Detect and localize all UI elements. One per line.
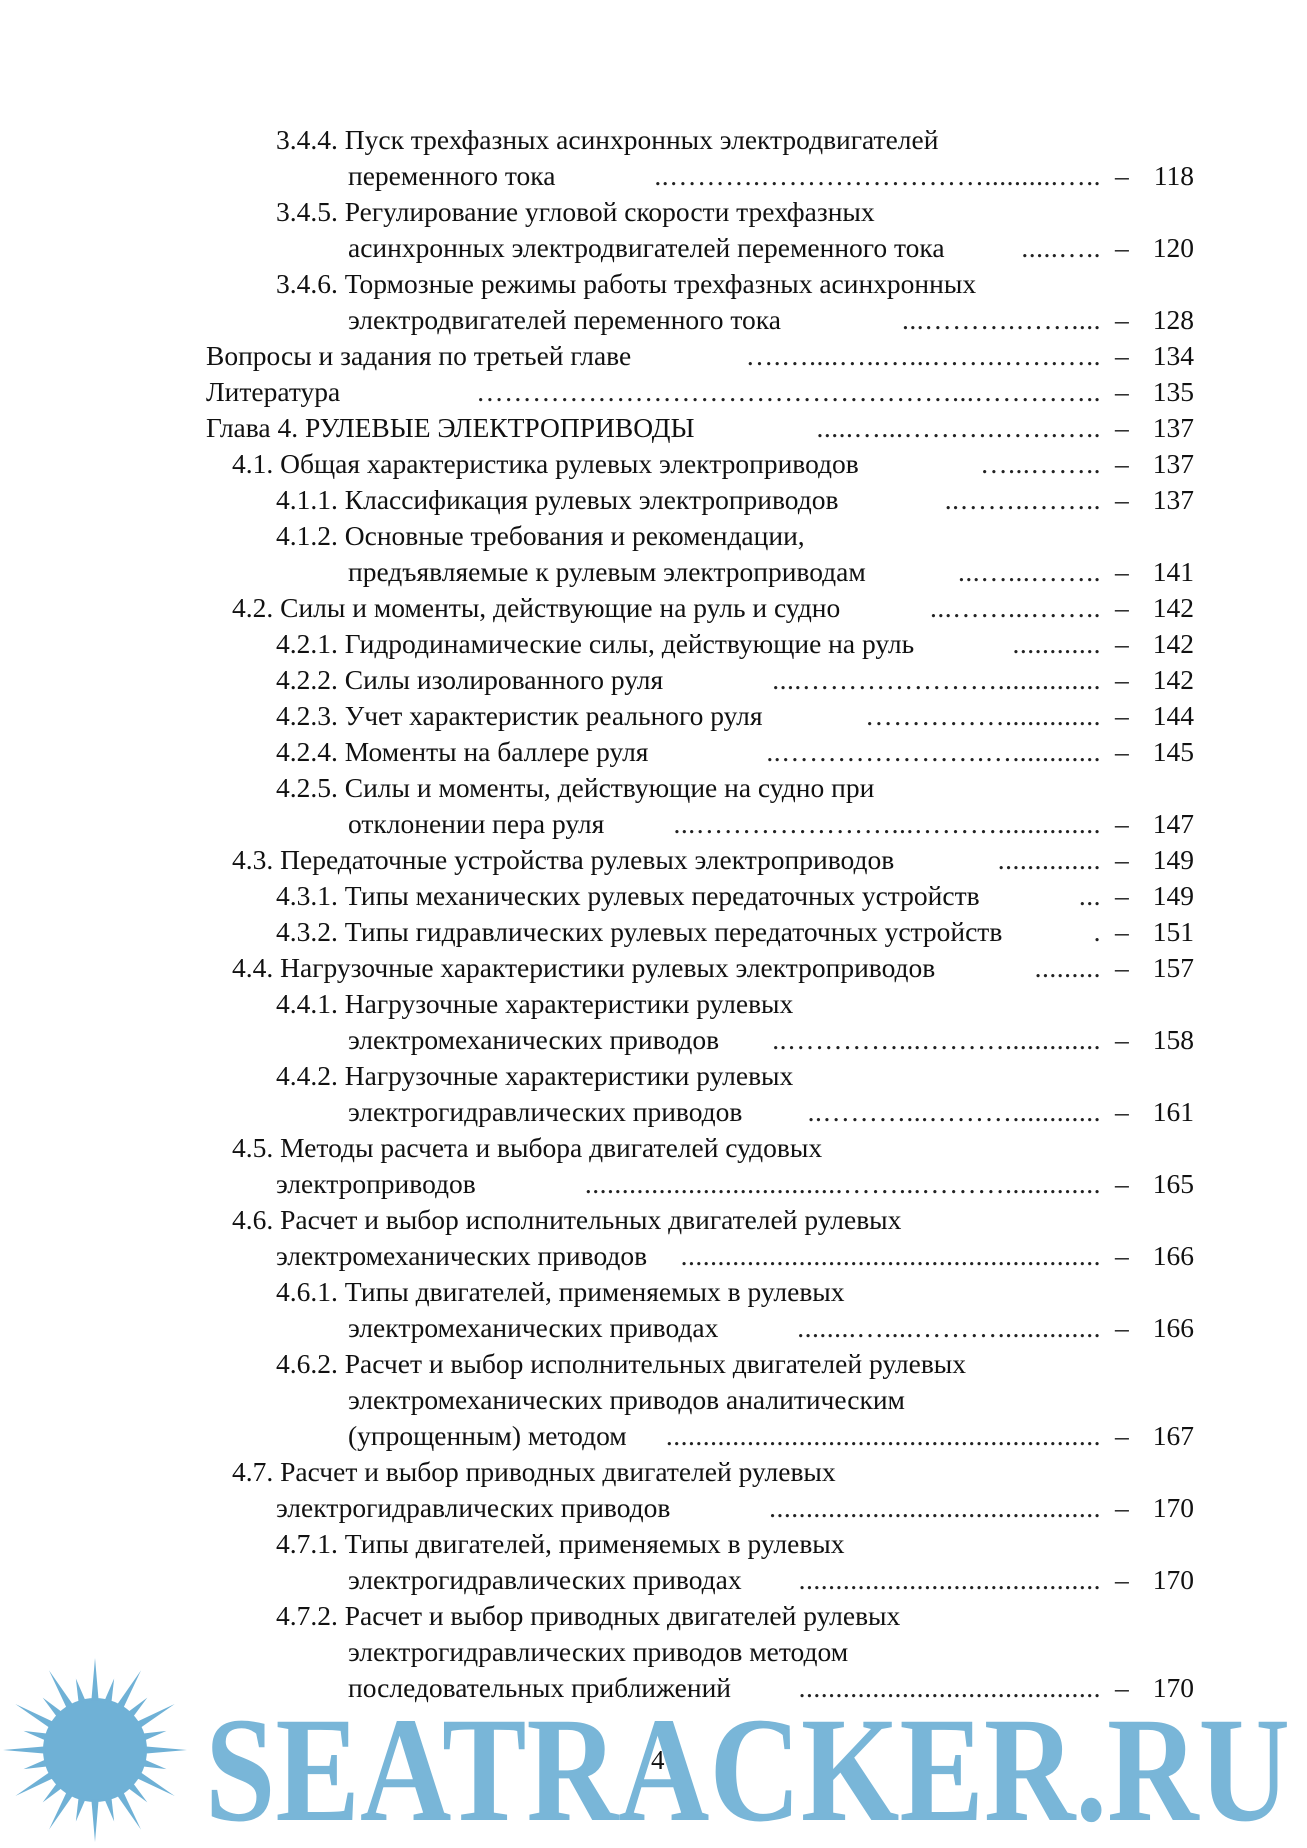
toc-entry-dash: – bbox=[1115, 376, 1129, 407]
toc-entry-title: отклонении пера руля bbox=[348, 808, 605, 839]
toc-entry bbox=[0, 1526, 1307, 1562]
toc-entry-title: 4.6. Расчет и выбор исполнительных двигателей рулевых bbox=[232, 1204, 902, 1235]
toc-entry-title: электрогидравлических приводах bbox=[348, 1564, 742, 1595]
toc-entry-leader: ......... bbox=[1034, 952, 1101, 983]
sun-ray bbox=[49, 1670, 73, 1708]
toc-entry-leader: ......................................................... bbox=[680, 1240, 1101, 1271]
toc-entry bbox=[0, 1490, 1307, 1526]
toc-entry-page: 145 bbox=[1152, 736, 1194, 767]
toc-entry-page: 142 bbox=[1152, 592, 1194, 623]
sun-ray bbox=[15, 1704, 53, 1728]
toc-entry bbox=[0, 518, 1307, 554]
toc-entry-dash: – bbox=[1115, 808, 1129, 839]
toc-entry-dash: – bbox=[1115, 1024, 1129, 1055]
toc-entry-title: 4.4. Нагрузочные характеристики рулевых электроприводов bbox=[232, 952, 936, 983]
toc-entry-dash: – bbox=[1115, 1672, 1129, 1703]
toc-entry-leader: .....…...……….…….….. bbox=[816, 412, 1101, 443]
toc-entry-page: 166 bbox=[1152, 1240, 1194, 1271]
toc-entry-dash: – bbox=[1115, 1168, 1129, 1199]
toc-entry bbox=[0, 734, 1307, 770]
toc-entry bbox=[0, 698, 1307, 734]
toc-entry-dash: – bbox=[1115, 664, 1129, 695]
toc-entry-page: 151 bbox=[1152, 916, 1194, 947]
toc-entry bbox=[0, 806, 1307, 842]
toc-entry-dash: – bbox=[1115, 628, 1129, 659]
sun-ray bbox=[136, 1772, 174, 1796]
toc-entry-dash: – bbox=[1115, 232, 1129, 263]
toc-entry-title: электрогидравлических приводов bbox=[348, 1096, 743, 1127]
toc-entry-dash: – bbox=[1115, 160, 1129, 191]
toc-entry-title: электромеханических приводов bbox=[348, 1024, 720, 1055]
toc-entry bbox=[0, 1346, 1307, 1382]
toc-entry-title: 4.2.4. Моменты на баллере руля bbox=[276, 736, 649, 767]
toc-entry-title: 4.1. Общая характеристика рулевых электроприводов bbox=[232, 448, 859, 479]
toc-entry bbox=[0, 1310, 1307, 1346]
toc-entry-title: 4.3. Передаточные устройства рулевых электроприводов bbox=[232, 844, 895, 875]
sun-ray bbox=[91, 1658, 98, 1700]
toc-entry-title: электроприводов bbox=[276, 1168, 476, 1199]
toc-entry-leader: ……………............. bbox=[865, 700, 1101, 731]
toc-entry bbox=[0, 626, 1307, 662]
toc-entry-dash: – bbox=[1115, 412, 1129, 443]
toc-entry bbox=[0, 1130, 1307, 1166]
toc-entry-leader: ........…....……….............. bbox=[797, 1312, 1101, 1343]
sun-ray bbox=[136, 1704, 174, 1728]
toc-entry-title: 4.5. Методы расчета и выбора двигателей судовых bbox=[232, 1132, 823, 1163]
toc-entry-title: 4.2.3. Учет характеристик реального руля bbox=[276, 700, 763, 731]
toc-entry-title: 4.7.1. Типы двигателей, применяемых в рулевых bbox=[276, 1528, 845, 1559]
sun-ray bbox=[128, 1698, 148, 1718]
toc-entry-page: 144 bbox=[1152, 700, 1194, 731]
toc-entry-title: 4.2.5. Силы и моменты, действующие на судно при bbox=[276, 772, 875, 803]
sun-ray bbox=[145, 1746, 187, 1753]
toc-entry bbox=[0, 1454, 1307, 1490]
toc-entry-dash: – bbox=[1115, 592, 1129, 623]
toc-entry-dash: – bbox=[1115, 916, 1129, 947]
toc-entry-title: Литература bbox=[206, 376, 341, 407]
sun-ray bbox=[91, 1800, 98, 1842]
sun-ray bbox=[142, 1731, 166, 1741]
toc-entry bbox=[0, 986, 1307, 1022]
toc-entry-leader: ........................................................... bbox=[665, 1420, 1101, 1451]
toc-entry-page: 135 bbox=[1152, 376, 1194, 407]
toc-entry-title: 3.4.6. Тормозные режимы работы трехфазных асинхронных bbox=[276, 268, 977, 299]
toc-entry-dash: – bbox=[1115, 1492, 1129, 1523]
toc-entry-title: (упрощенным) методом bbox=[348, 1420, 627, 1451]
toc-entry-dash: – bbox=[1115, 1240, 1129, 1271]
toc-entry-dash: – bbox=[1115, 1564, 1129, 1595]
toc-entry-title: Вопросы и задания по третьей главе bbox=[206, 340, 632, 371]
toc-entry bbox=[0, 302, 1307, 338]
toc-entry-title: 4.7. Расчет и выбор приводных двигателей рулевых bbox=[232, 1456, 836, 1487]
toc-entry bbox=[0, 158, 1307, 194]
sun-ray bbox=[15, 1772, 53, 1796]
toc-entry-page: 170 bbox=[1152, 1672, 1194, 1703]
toc-entry-page: 165 bbox=[1152, 1168, 1194, 1199]
sun-ray bbox=[104, 1797, 114, 1821]
toc-entry-leader: ..……….……………………..........….. bbox=[654, 160, 1101, 191]
watermark-text: SEATRACKER.RU bbox=[205, 1687, 1290, 1848]
sun-ray bbox=[76, 1679, 86, 1703]
toc-entry bbox=[0, 590, 1307, 626]
toc-entry bbox=[0, 374, 1307, 410]
toc-entry-leader: ...……….…….... bbox=[902, 304, 1101, 335]
toc-entry bbox=[0, 842, 1307, 878]
toc-entry-leader: …...…….. bbox=[980, 448, 1101, 479]
toc-entry-title: электромеханических приводов bbox=[276, 1240, 648, 1271]
sun-ray bbox=[142, 1759, 166, 1769]
toc-entry-title: 4.2.1. Гидродинамические силы, действующие на руль bbox=[276, 628, 915, 659]
toc-entry bbox=[0, 410, 1307, 446]
toc-entry-dash: – bbox=[1115, 1312, 1129, 1343]
sun-logo-icon bbox=[3, 1658, 187, 1842]
toc-entry-leader: ......................................... bbox=[798, 1564, 1101, 1595]
toc-entry-page: 118 bbox=[1153, 160, 1194, 191]
toc-entry bbox=[0, 230, 1307, 266]
toc-entry-leader: ...……...…….. bbox=[930, 592, 1101, 623]
toc-entry-title: последовательных приближений bbox=[348, 1672, 732, 1703]
toc-entry-page: 157 bbox=[1152, 952, 1194, 983]
sun-ray bbox=[24, 1759, 48, 1769]
toc-entry-title: 4.3.1. Типы механических рулевых передаточных устройств bbox=[276, 880, 980, 911]
toc-entry-dash: – bbox=[1115, 448, 1129, 479]
toc-entry-page: 167 bbox=[1152, 1420, 1194, 1451]
toc-entry bbox=[0, 950, 1307, 986]
toc-entry-page: 161 bbox=[1152, 1096, 1194, 1127]
toc-entry bbox=[0, 446, 1307, 482]
toc-entry bbox=[0, 1166, 1307, 1202]
sun-ray bbox=[3, 1746, 45, 1753]
page-number: 4 bbox=[651, 1745, 665, 1775]
toc-entry-title: переменного тока bbox=[348, 160, 556, 191]
toc-entry-leader: .............. bbox=[997, 844, 1101, 875]
toc-entry-dash: – bbox=[1115, 484, 1129, 515]
toc-entry-page: 128 bbox=[1152, 304, 1194, 335]
toc-entry bbox=[0, 194, 1307, 230]
toc-entry-title: 4.1.2. Основные требования и рекомендации, bbox=[276, 520, 805, 551]
toc-entry-leader: ...…...…….. bbox=[958, 556, 1101, 587]
toc-entry-title: 4.3.2. Типы гидравлических рулевых передаточных устройств bbox=[276, 916, 1003, 947]
toc-entry-dash: – bbox=[1115, 556, 1129, 587]
toc-entry bbox=[0, 266, 1307, 302]
toc-entry bbox=[0, 1562, 1307, 1598]
toc-entry-title: 4.2. Силы и моменты, действующие на руль и судно bbox=[232, 592, 841, 623]
toc-entry-leader: .....….. bbox=[1021, 232, 1101, 263]
toc-entry bbox=[0, 1382, 1307, 1418]
toc-entry-title: 4.4.2. Нагрузочные характеристики рулевых bbox=[276, 1060, 794, 1091]
toc-entry-page: 170 bbox=[1152, 1492, 1194, 1523]
toc-entry-leader: ….…....…..…...…….…….….. bbox=[745, 340, 1101, 371]
toc-entry-title: асинхронных электродвигателей переменного тока bbox=[348, 232, 945, 263]
toc-entry bbox=[0, 1598, 1307, 1634]
toc-entry-title: 4.4.1. Нагрузочные характеристики рулевых bbox=[276, 988, 794, 1019]
toc-entry bbox=[0, 1022, 1307, 1058]
toc-entry-title: предъявляемые к рулевым электроприводам bbox=[348, 556, 866, 587]
toc-entry bbox=[0, 338, 1307, 374]
toc-entry bbox=[0, 482, 1307, 518]
toc-entry-leader: ..…………...………............. bbox=[772, 1024, 1101, 1055]
toc-entry-leader: ... bbox=[1078, 880, 1101, 911]
sun-ray bbox=[117, 1670, 141, 1708]
toc-entry bbox=[0, 914, 1307, 950]
toc-entry-dash: – bbox=[1115, 304, 1129, 335]
toc-entry-page: 142 bbox=[1152, 664, 1194, 695]
toc-entry-title: электромеханических приводов аналитическим bbox=[348, 1384, 905, 1415]
toc-entry-leader: ...................................……...………............. bbox=[584, 1168, 1101, 1199]
toc-entry bbox=[0, 1418, 1307, 1454]
toc-entry bbox=[0, 1058, 1307, 1094]
toc-entry bbox=[0, 122, 1307, 158]
toc-entry bbox=[0, 662, 1307, 698]
toc-entry-page: 134 bbox=[1152, 340, 1194, 371]
toc-entry-page: 142 bbox=[1152, 628, 1194, 659]
toc-entry-title: электромеханических приводах bbox=[348, 1312, 719, 1343]
toc-entry-dash: – bbox=[1115, 700, 1129, 731]
toc-entry-leader: . bbox=[1093, 916, 1101, 947]
toc-entry bbox=[0, 1238, 1307, 1274]
toc-entry-leader: ..……..…….. bbox=[944, 484, 1101, 515]
toc-entry-title: 4.6.1. Типы двигателей, применяемых в рулевых bbox=[276, 1276, 845, 1307]
toc-entry-leader: ……………………………………………...………….. bbox=[476, 376, 1101, 407]
toc-entry bbox=[0, 1274, 1307, 1310]
toc-entry-page: 137 bbox=[1152, 448, 1194, 479]
toc-entry bbox=[0, 1094, 1307, 1130]
toc-entry-page: 170 bbox=[1152, 1564, 1194, 1595]
toc-entry-title: 4.2.2. Силы изолированного руля bbox=[276, 664, 664, 695]
toc-entry-page: 141 bbox=[1152, 556, 1194, 587]
sun-ray bbox=[128, 1783, 148, 1803]
toc-entry-page: 158 bbox=[1152, 1024, 1194, 1055]
toc-entry-leader: ..………...………............ bbox=[807, 1096, 1101, 1127]
toc-entry-title: 4.1.1. Классификация рулевых электроприводов bbox=[276, 484, 839, 515]
toc-entry-page: 166 bbox=[1152, 1312, 1194, 1343]
toc-entry-title: 3.4.4. Пуск трехфазных асинхронных электродвигателей bbox=[276, 124, 939, 155]
toc-entry-dash: – bbox=[1115, 736, 1129, 767]
toc-entry-leader: ............................................. bbox=[769, 1492, 1101, 1523]
toc-entry-title: 4.6.2. Расчет и выбор исполнительных двигателей рулевых bbox=[276, 1348, 967, 1379]
toc-entry-title: 3.4.5. Регулирование угловой скорости трехфазных bbox=[276, 196, 875, 227]
toc-entry bbox=[0, 554, 1307, 590]
toc-entry-page: 137 bbox=[1152, 484, 1194, 515]
toc-entry-page: 147 bbox=[1152, 808, 1194, 839]
toc-entry bbox=[0, 878, 1307, 914]
toc-entry-dash: – bbox=[1115, 340, 1129, 371]
toc-entry-page: 137 bbox=[1152, 412, 1194, 443]
toc-entry-dash: – bbox=[1115, 952, 1129, 983]
toc-entry-leader: ......................................... bbox=[798, 1672, 1101, 1703]
toc-entry-title: электродвигателей переменного тока bbox=[348, 304, 781, 335]
sun-ray bbox=[104, 1679, 114, 1703]
toc-entry-leader: ...…………………...……….............. bbox=[673, 808, 1101, 839]
toc-entry-page: 120 bbox=[1152, 232, 1194, 263]
toc-entry-title: Глава 4. РУЛЕВЫЕ ЭЛЕКТРОПРИВОДЫ bbox=[206, 412, 695, 443]
toc-entry-leader: ....………………….............. bbox=[772, 664, 1101, 695]
toc-entry-dash: – bbox=[1115, 1420, 1129, 1451]
sun-ray bbox=[43, 1783, 63, 1803]
toc-entry-dash: – bbox=[1115, 1096, 1129, 1127]
sun-ray bbox=[76, 1797, 86, 1821]
toc-entry-page: 149 bbox=[1152, 880, 1194, 911]
sun-ray bbox=[24, 1731, 48, 1741]
toc-entry-page: 149 bbox=[1152, 844, 1194, 875]
table-of-contents bbox=[0, 122, 1307, 1706]
toc-entry-title: электрогидравлических приводов методом bbox=[348, 1636, 849, 1667]
toc-entry bbox=[0, 1202, 1307, 1238]
sun-ray bbox=[117, 1791, 141, 1829]
toc-entry bbox=[0, 770, 1307, 806]
toc-entry-title: 4.7.2. Расчет и выбор приводных двигателей рулевых bbox=[276, 1600, 901, 1631]
toc-entry-dash: – bbox=[1115, 880, 1129, 911]
toc-entry-leader: ............ bbox=[1012, 628, 1101, 659]
sun-ray bbox=[43, 1698, 63, 1718]
toc-entry-dash: – bbox=[1115, 844, 1129, 875]
sun-ray bbox=[49, 1791, 73, 1829]
toc-entry-title: электрогидравлических приводов bbox=[276, 1492, 671, 1523]
toc-entry-leader: ..………………….…............ bbox=[766, 736, 1101, 767]
